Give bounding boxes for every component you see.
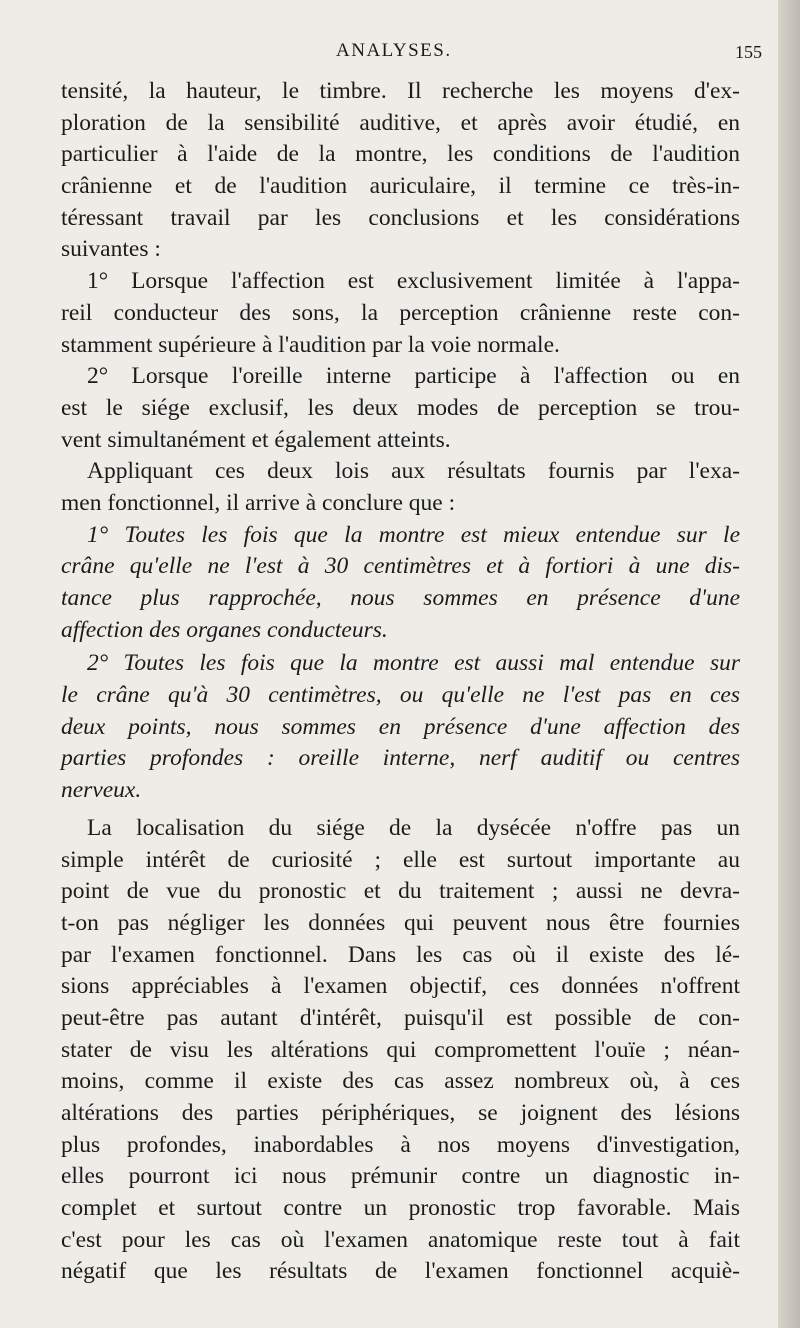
- italic-line: nerveux.: [61, 777, 142, 804]
- text-line: plus profondes, inabordables à nos moyens d'investigation,: [61, 1131, 740, 1158]
- text-line: c'est pour les cas où l'examen anatomique reste tout à fait: [61, 1226, 740, 1253]
- text-line: La localisation du siége de la dysécée n'offre pas un: [87, 814, 740, 841]
- italic-line: crâne qu'elle ne l'est à 30 centimètres et à fortiori à une dis-: [61, 553, 740, 580]
- italic-line: tance plus rapprochée, nous sommes en présence d'une: [61, 585, 740, 611]
- text-line: est le siége exclusif, les deux modes de perception se trou-: [61, 394, 740, 421]
- text-line: Appliquant ces deux lois aux résultats fournis par l'exa-: [87, 458, 740, 485]
- body-text: [61, 76, 740, 1288]
- text-line: simple intérêt de curiosité ; elle est surtout importante au: [61, 846, 740, 873]
- text-line: t-on pas négliger les données qui peuvent nous être fournies: [61, 909, 740, 936]
- page-edge-shadow: [778, 0, 800, 1328]
- text-line: 1° Lorsque l'affection est exclusivement limitée à l'appa-: [87, 268, 740, 295]
- text-line: crânienne et de l'audition auriculaire, il termine ce très-in-: [61, 173, 740, 200]
- text-line: 2° Lorsque l'oreille interne participe à l'affection ou en: [87, 363, 740, 390]
- page-number: 155: [735, 42, 762, 62]
- running-header: [0, 38, 800, 68]
- italic-line: affection des organes conducteurs.: [61, 616, 388, 643]
- text-line: peut-être pas autant d'intérêt, puisqu'il est possible de con-: [61, 1004, 740, 1031]
- text-line: reil conducteur des sons, la perception crânienne reste con-: [61, 299, 740, 326]
- text-line: moins, comme il existe des cas assez nombreux où, à ces: [61, 1068, 740, 1095]
- text-line: complet et surtout contre un pronostic trop favorable. Mais: [61, 1195, 740, 1222]
- italic-line: deux points, nous sommes en présence d'une affection des: [61, 713, 740, 740]
- text-line: sions appréciables à l'examen objectif, ces données n'offrent: [61, 973, 740, 1000]
- text-line: téressant travail par les conclusions et les considérations: [61, 204, 740, 231]
- text-line: négatif que les résultats de l'examen fonctionnel acquiè-: [61, 1258, 740, 1285]
- running-title: ANALYSES.: [336, 40, 452, 61]
- text-line: altérations des parties périphériques, se joignent des lésions: [61, 1100, 740, 1126]
- italic-line: le crâne qu'à 30 centimètres, ou qu'elle ne l'est pas en ces: [61, 682, 740, 709]
- italic-line: parties profondes : oreille interne, nerf auditif ou centres: [61, 745, 740, 772]
- italic-line: 1° Toutes les fois que la montre est mieux entendue sur le: [87, 521, 740, 548]
- italic-line: 2° Toutes les fois que la montre est aussi mal entendue sur: [87, 650, 740, 677]
- text-line: men fonctionnel, il arrive à conclure que :: [61, 489, 456, 516]
- text-line: stamment supérieure à l'audition par la voie normale.: [61, 331, 560, 358]
- text-line: particulier à l'aide de la montre, les conditions de l'audition: [61, 141, 740, 168]
- text-line: stater de visu les altérations qui compromettent l'ouïe ; néan-: [61, 1036, 740, 1063]
- text-line: par l'examen fonctionnel. Dans les cas où il existe des lé-: [61, 941, 740, 968]
- text-line: vent simultanément et également atteints.: [61, 426, 451, 453]
- text-line: ploration de la sensibilité auditive, et après avoir étudié, en: [61, 109, 740, 136]
- text-line: suivantes :: [61, 236, 161, 263]
- text-line: tensité, la hauteur, le timbre. Il recherche les moyens d'ex-: [61, 78, 740, 104]
- text-line: point de vue du pronostic et du traitement ; aussi ne devra-: [61, 878, 740, 905]
- text-line: elles pourront ici nous prémunir contre un diagnostic in-: [61, 1163, 740, 1190]
